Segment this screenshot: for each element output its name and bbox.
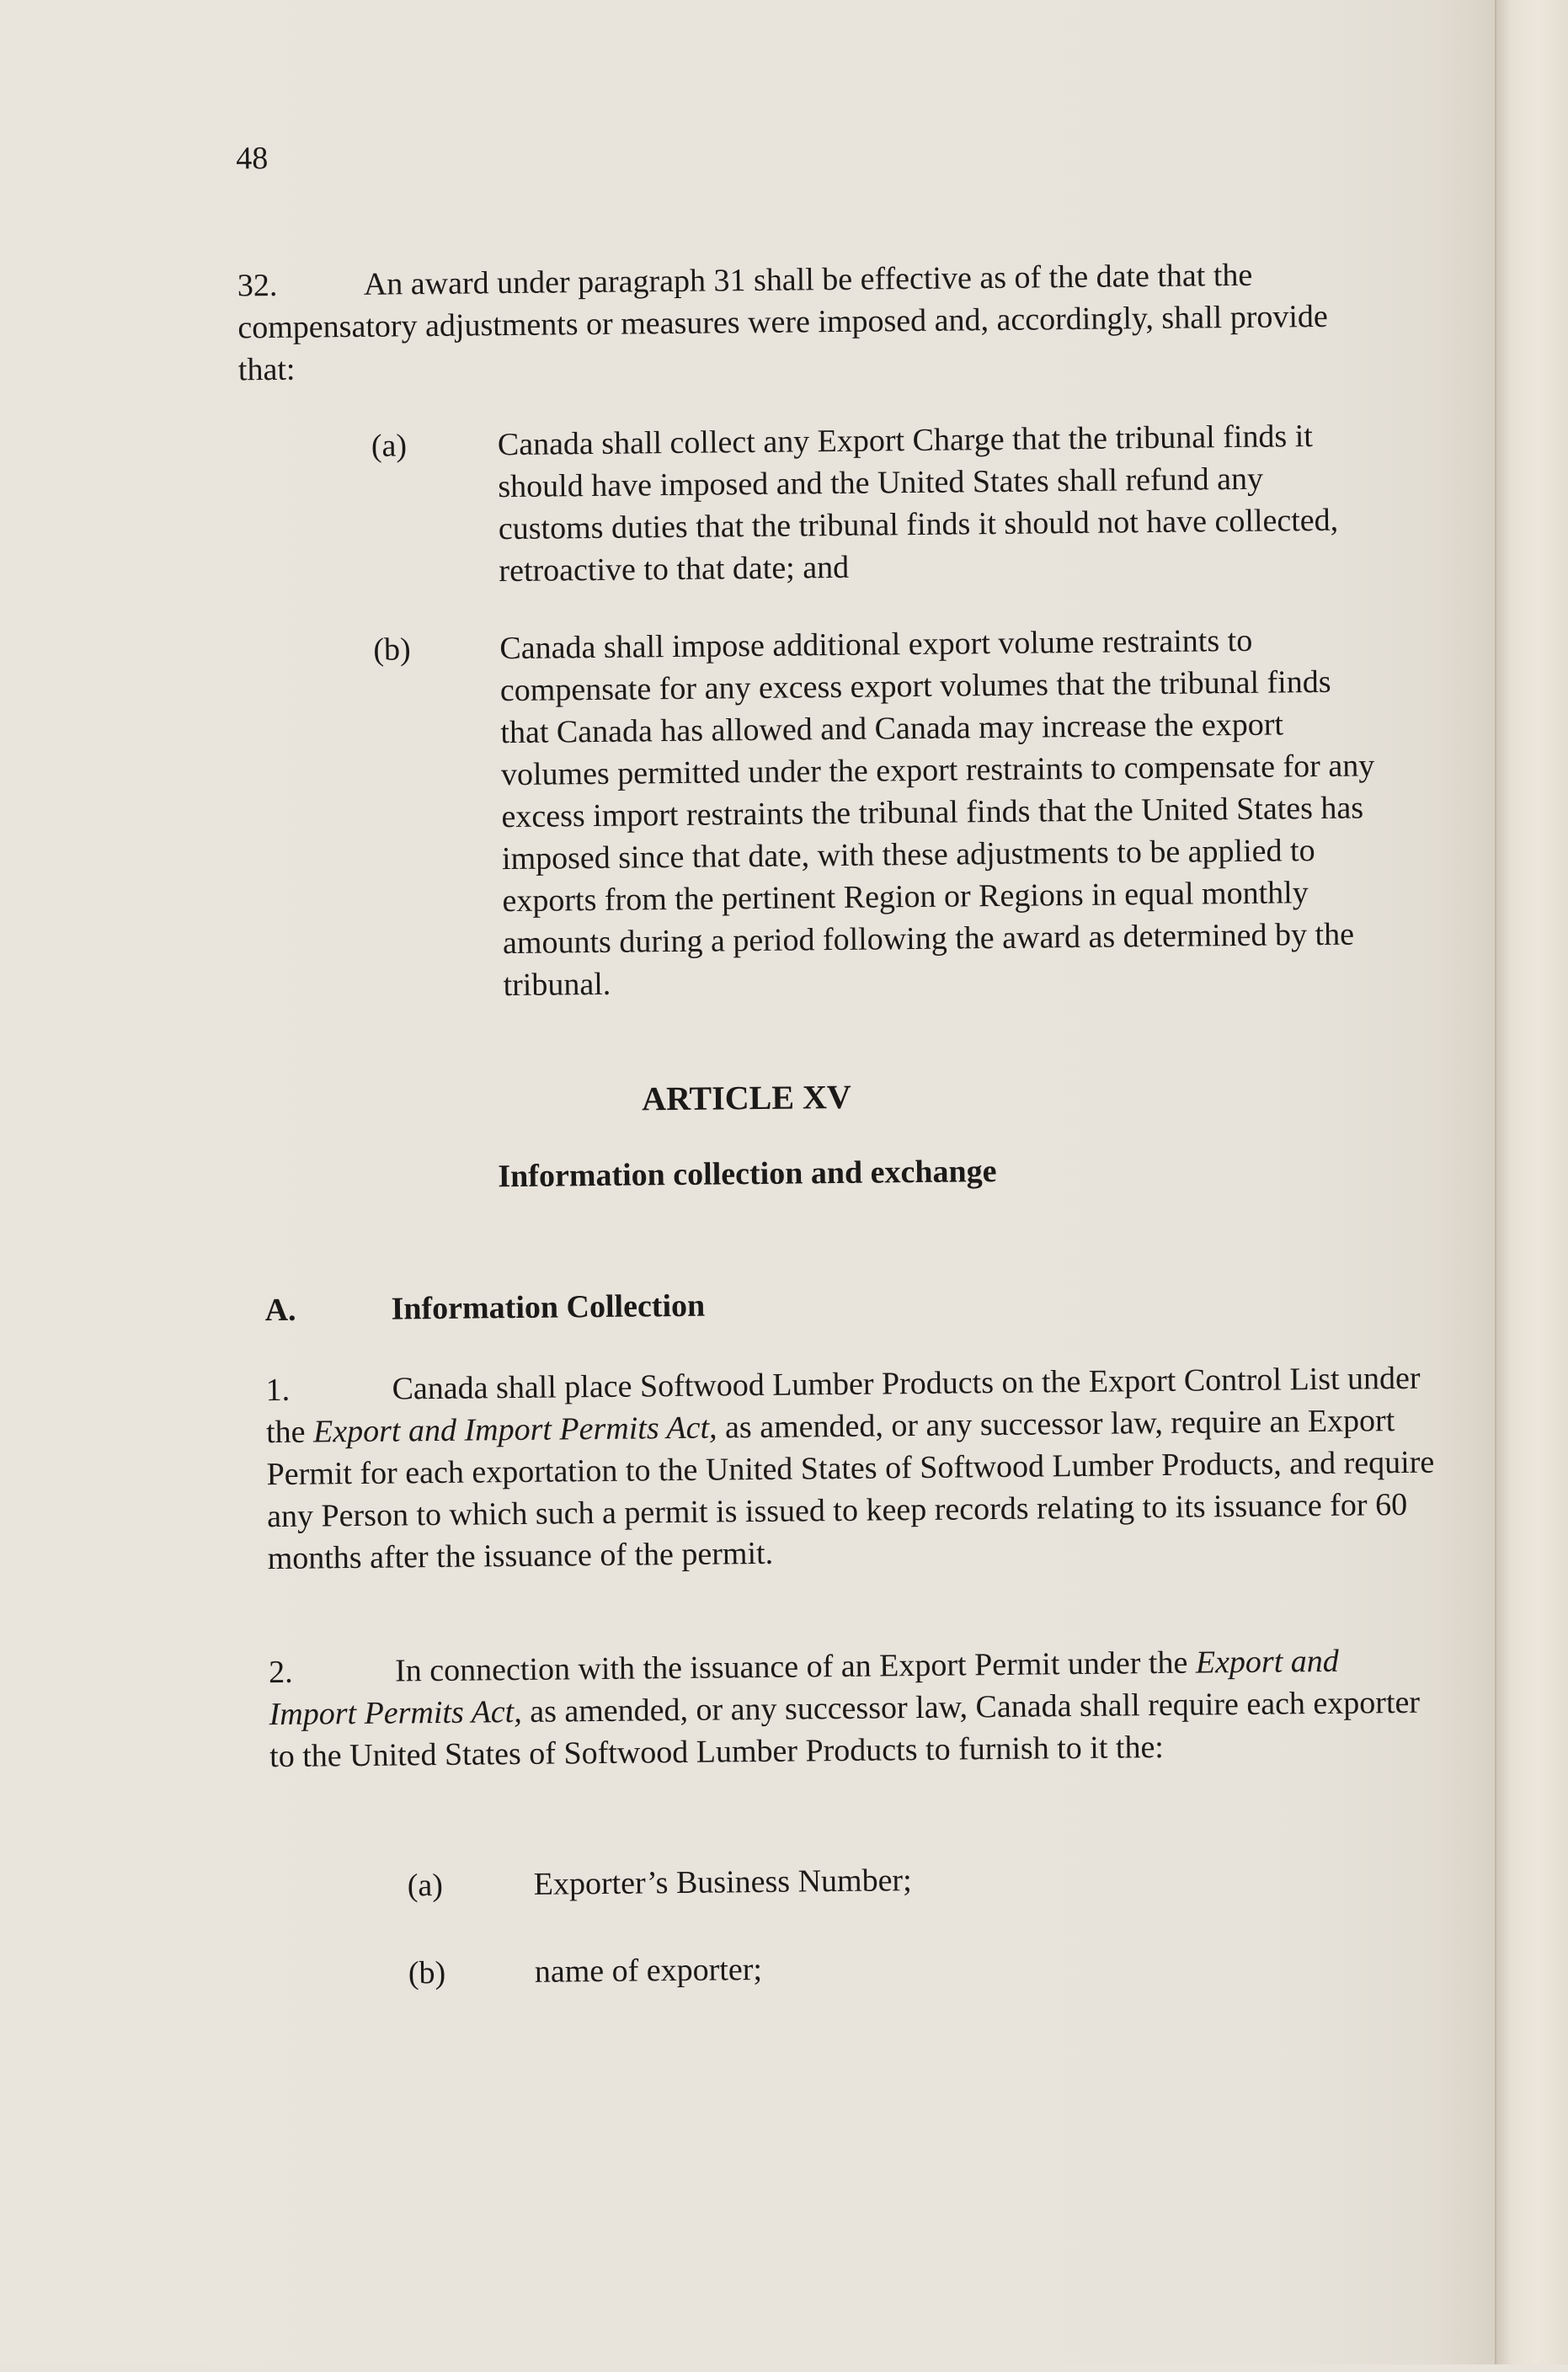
act-name: Export and Import Permits Act, xyxy=(269,1643,1340,1733)
section-heading xyxy=(264,1287,705,1329)
book-gutter xyxy=(1495,0,1568,2364)
paragraph-text-part: as amended, or any successor law, require an Export Permit for each exportation to the United States of Softwood Lumber Products, and require any Person to which such a permit is issued to keep records relating to its issuance for 60 months after the issuance of the permit. xyxy=(266,1403,1435,1577)
paragraph-1 xyxy=(265,1357,1438,1580)
list-item-label: (a) xyxy=(371,428,408,464)
list-item-label: (b) xyxy=(408,1954,446,1991)
article-subtitle: Information collection and exchange xyxy=(498,1154,997,1195)
paragraph-text-part: In connection with the issuance of an Export Permit under the xyxy=(394,1644,1197,1689)
list-item-text: Canada shall impose additional export volume restraints to compensate for any excess export volumes that the tribunal finds that Canada has allowed and Canada may increase the export volumes permitted under the export restraints to compensate for any excess import restraints the tribunal finds that the United States has imposed since that date, with these adjustments to be applied to exports from the pertinent Region or Regions in equal monthly amounts during a period following the award as determined by the tribunal. xyxy=(499,622,1375,1004)
list-item-text: Exporter’s Business Number; xyxy=(533,1863,912,1902)
list-item-label: (b) xyxy=(373,632,411,668)
paragraph-number: 1. xyxy=(265,1372,291,1409)
paragraph-text-part: Canada shall place Softwood Lumber Products on the Export Control List under the xyxy=(265,1360,1421,1451)
section-title: Information Collection xyxy=(391,1287,706,1327)
paragraph-32 xyxy=(237,253,1367,391)
paragraph-number: 2. xyxy=(268,1654,293,1691)
list-item-text: Canada shall collect any Export Charge that the tribunal finds it should have imposed and the United States shall refund any customs duties that the tribunal finds it should not have collected, retroactive to that date; and xyxy=(497,418,1339,589)
act-name: Export and Import Permits Act, xyxy=(312,1410,717,1450)
paragraph-text: An award under paragraph 31 shall be effective as of the date that the compensatory adjustments or measures were imposed and, accordingly, shall provide that: xyxy=(237,257,1328,388)
list-item-label: (a) xyxy=(407,1867,444,1904)
paragraph-text-part: as amended, or any successor law, Canada shall require each exporter to the United States of Softwood Lumber Products to furnish to it the: xyxy=(269,1684,1421,1775)
article-title: ARTICLE XV xyxy=(641,1077,852,1118)
paragraph-2 xyxy=(269,1639,1423,1778)
list-item xyxy=(408,1943,1251,1994)
list-item xyxy=(373,618,1396,1008)
section-label: A. xyxy=(264,1292,296,1329)
list-item xyxy=(371,414,1384,594)
paragraph-number: 32. xyxy=(237,267,278,304)
list-item xyxy=(408,1856,1250,1906)
page-number: 48 xyxy=(236,141,269,177)
list-item-text: name of exporter; xyxy=(534,1952,763,1990)
